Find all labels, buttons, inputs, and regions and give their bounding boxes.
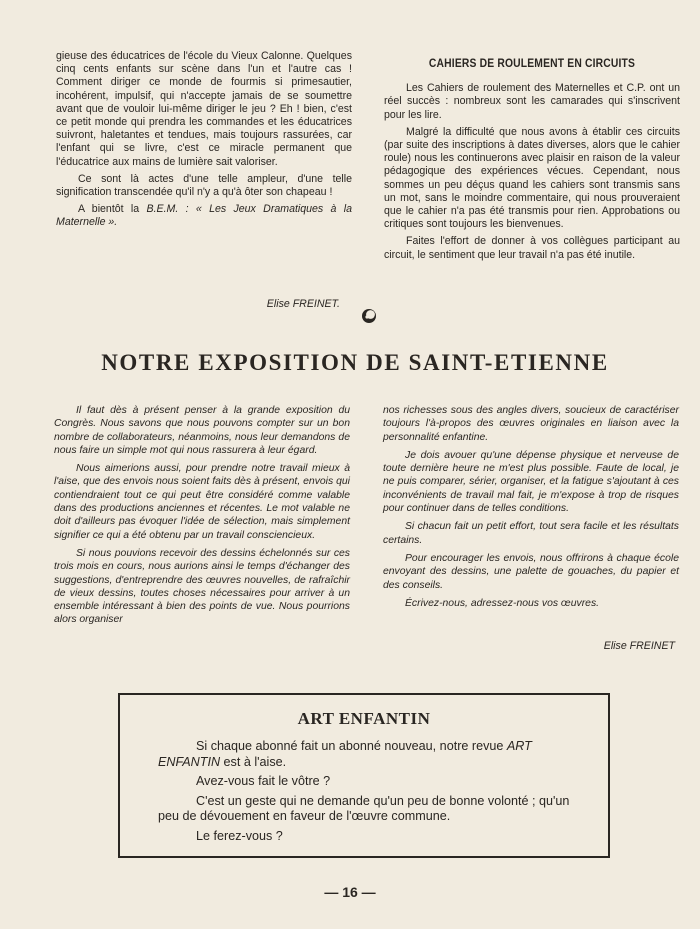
paragraph: Si chacun fait un petit effort, tout sera facile et les résultats certains. — [383, 521, 679, 546]
paragraph — [56, 203, 352, 229]
paragraph: Ce sont là actes d'une telle ampleur, d'une telle signification transcendée qu'il n'y a qu'à ôter son chapeau ! — [56, 172, 352, 199]
paragraph: Écrivez-nous, adressez-nous vos œuvres. — [405, 597, 600, 609]
paragraph-text: Si chaque abonné fait un abonné nouveau, notre revue — [196, 739, 507, 753]
magazine-name: ART ENFANTIN — [158, 739, 532, 769]
ornament-icon — [361, 308, 377, 324]
signature: Elise FREINET — [603, 640, 675, 652]
paragraph: nos richesses sous des angles divers, soucieux de caractériser toujours l'à-propos des œuvres originales en liaison avec la personnalité enfantine. — [383, 405, 679, 443]
box-title: ART ENFANTIN — [297, 709, 431, 728]
paragraph: Avez-vous fait le vôtre ? — [196, 774, 331, 788]
article-continuation-column — [56, 50, 352, 234]
paragraph: Pour encourager les envois, nous offrirons à chaque école envoyant des dessins, une palette de gouaches, du papier et des conseils. — [383, 552, 679, 591]
paragraph: Nous aimerions aussi, pour prendre notre travail mieux à l'aise, que des envois nous soient faits dès à présent, envois qui contiendraient tout ce qui peut être considéré comme valable dans des productions anciennes et récentes. Le mot valable ne doit d'ailleurs pas évoquer l'idée de sélection, mais simplement signifier ce qui a été obtenu par un travail consciencieux. — [54, 463, 350, 541]
cahiers-column — [384, 57, 680, 266]
exposition-left-column — [54, 404, 350, 632]
paragraph: Faites l'effort de donner à vos collègues participant au circuit, le sentiment que leur travail n'a pas été inutile. — [384, 235, 680, 261]
paragraph — [158, 739, 578, 770]
section-heading: CAHIERS DE ROULEMENT EN CIRCUITS — [428, 56, 636, 70]
paragraph: C'est un geste qui ne demande qu'un peu de bonne volonté ; qu'un peu de dévouement en faveur de l'œuvre commune. — [158, 793, 570, 823]
book-reference: B.E.M. : « Les Jeux Dramatiques à la Maternelle ». — [56, 203, 352, 229]
paragraph: gieuse des éducatrices de l'école du Vieux Calonne. Quelques cinq cents enfants sur scène dans l'un et l'autre cas ! Comment diriger ce monde de fourmis si primesautier, incohérent, impulsif, qui n'accepte jamais de se soumettre avant que de vouloir lui-même diriger le jeu ? Eh ! bien, c'est ce petit monde qui prendra les commandes et les éducatrices suivront, haletantes et tendues, mais toujours rassurées, car l'enfant qui se livre, c'est ce miracle permanent que l'éducatrice aux mains de lumière sait valoriser. — [56, 50, 352, 168]
subscription-box — [118, 693, 610, 858]
paragraph: Malgré la difficulté que nous avons à établir ces circuits (par suite des inscriptions à dates diverses, alors que le cahier roule) nous les continuerons avec plaisir en raison de la valeur pédagogique des expériences vécues. Cependant, nous sommes un peu déçus quand les cahiers sont transmis sans un mot, sans le moindre commentaire, qui nous prouveraient que le cahier n'a pas été transmis pour rien. Approbations ou critiques sont toujours les bienvenues. — [384, 125, 680, 231]
paragraph: Il faut dès à présent penser à la grande exposition du Congrès. Nous savons que nous pouvons compter sur un bon nombre de collaborateurs, néanmoins, nous leur demandons de nous faire un simple mot qui nous rassurera à leur égard. — [54, 405, 350, 456]
paragraph: Le ferez-vous ? — [196, 828, 283, 843]
page-title: NOTRE EXPOSITION DE SAINT-ETIENNE — [101, 350, 609, 375]
exposition-right-column — [383, 404, 679, 615]
paragraph-text: A bientôt la — [78, 203, 147, 216]
paragraph: Je dois avouer qu'une dépense physique et nerveuse de toute dernière heure ne m'est plus possible. Faute de local, je ne puis comparer, sérier, organiser, et la fatigue s'ajoutant à ces inconvénients de travail mal fait, je m'expose à trop de risques pour continuer dans de telles conditions. — [383, 449, 679, 515]
page-number: — 16 — — [324, 884, 376, 900]
paragraph-text: est à l'aise. — [220, 754, 287, 769]
signature: Elise FREINET. — [266, 298, 340, 310]
paragraph: Les Cahiers de roulement des Maternelles et C.P. ont un réel succès : nombreux sont les camarades qui s'inscrivent pour les lire. — [384, 82, 680, 121]
paragraph: Si nous pouvions recevoir des dessins échelonnés sur ces trois mois en cours, nous aurions ainsi le temps d'échanger des suggestions, d'entreprendre des œuvres nouvelles, de rafraîchir de vieux dessins, toutes choses nécessaires pour arriver à un ensemble intéressant à bien des points de vue. Nous pourrions alors organiser — [54, 547, 350, 626]
box-body — [158, 739, 578, 848]
